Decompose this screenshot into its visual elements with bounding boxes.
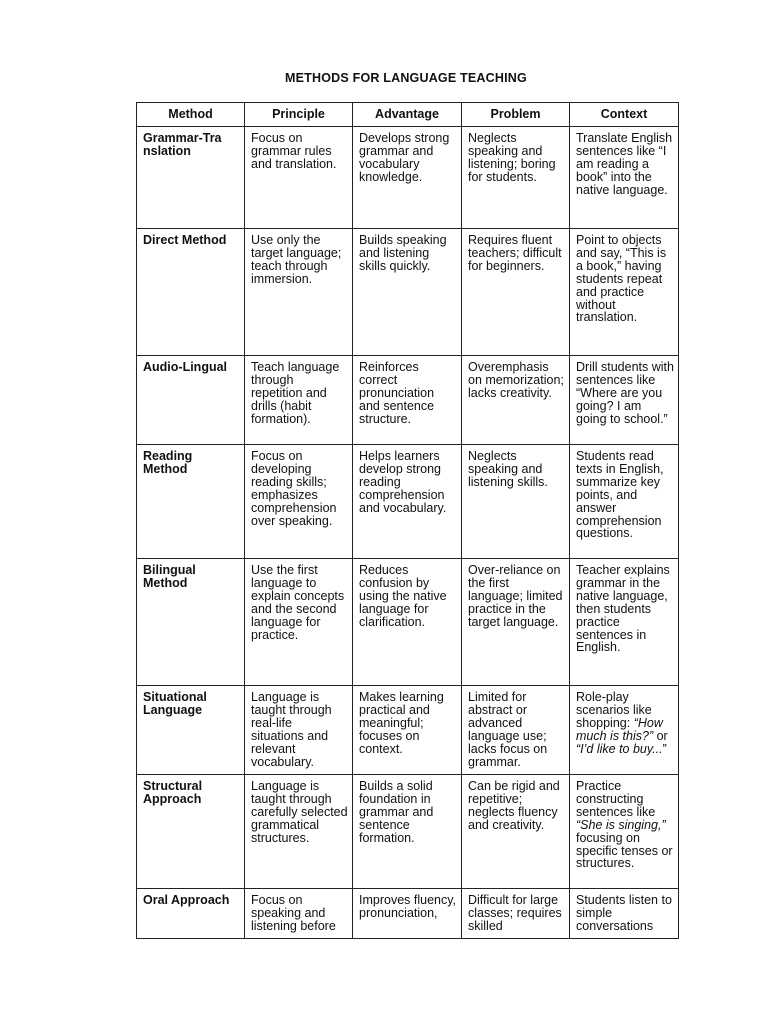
column-header-context: Context (570, 103, 679, 127)
principle-cell: Focus on grammar rules and translation. (245, 127, 353, 229)
advantage-cell: Builds speaking and listening skills quickly. (353, 229, 462, 356)
table-row (137, 229, 679, 356)
method-cell: Grammar-Tra nslation (137, 127, 245, 229)
context-example-text: “I’d like to buy... (576, 741, 663, 756)
method-cell: Situational Language (137, 686, 245, 775)
method-cell: Bilingual Method (137, 559, 245, 686)
method-cell: Structural Approach (137, 775, 245, 889)
column-header-method: Method (137, 103, 245, 127)
column-header-problem: Problem (462, 103, 570, 127)
context-cell: Drill students with sentences like “Where are you going? I am going to school.” (570, 356, 679, 445)
problem-cell: Difficult for large classes; requires skilled (462, 889, 570, 939)
table-header (137, 103, 679, 127)
advantage-cell: Helps learners develop strong reading comprehension and vocabulary. (353, 445, 462, 559)
advantage-cell: Reduces confusion by using the native language for clarification. (353, 559, 462, 686)
problem-cell: Can be rigid and repetitive; neglects fluency and creativity. (462, 775, 570, 889)
method-cell: Reading Method (137, 445, 245, 559)
problem-cell: Neglects speaking and listening; boring for students. (462, 127, 570, 229)
problem-cell: Neglects speaking and listening skills. (462, 445, 570, 559)
table-row (137, 356, 679, 445)
context-text: Practice constructing sentences like (576, 779, 656, 819)
principle-cell: Language is taught through real-life situations and relevant vocabulary. (245, 686, 353, 775)
method-cell: Direct Method (137, 229, 245, 356)
methods-table (136, 102, 679, 939)
advantage-cell: Improves fluency, pronunciation, (353, 889, 462, 939)
problem-cell: Over-reliance on the first language; limited practice in the target language. (462, 559, 570, 686)
table-row (137, 445, 679, 559)
context-cell: Translate English sentences like “I am reading a book” into the native language. (570, 127, 679, 229)
method-cell: Audio-Lingual (137, 356, 245, 445)
context-example-text: “How much is this?” (576, 715, 663, 743)
table-body (137, 127, 679, 939)
principle-cell: Language is taught through carefully selected grammatical structures. (245, 775, 353, 889)
principle-cell: Focus on developing reading skills; emphasizes comprehension over speaking. (245, 445, 353, 559)
column-header-principle: Principle (245, 103, 353, 127)
context-text: focusing on specific tenses or structures. (576, 830, 673, 871)
context-cell (570, 775, 679, 889)
principle-cell: Focus on speaking and listening before (245, 889, 353, 939)
table-row (137, 889, 679, 939)
context-text: ” (662, 741, 667, 756)
context-cell: Students read texts in English, summarize key points, and answer comprehension questions. (570, 445, 679, 559)
table-row (137, 559, 679, 686)
context-cell (570, 686, 679, 775)
advantage-cell: Reinforces correct pronunciation and sentence structure. (353, 356, 462, 445)
principle-cell: Teach language through repetition and drills (habit formation). (245, 356, 353, 445)
method-cell: Oral Approach (137, 889, 245, 939)
page-title: METHODS FOR LANGUAGE TEACHING (285, 71, 527, 85)
table-row (137, 686, 679, 775)
principle-cell: Use the first language to explain concepts and the second language for practice. (245, 559, 353, 686)
table-row (137, 775, 679, 889)
advantage-cell: Makes learning practical and meaningful; focuses on context. (353, 686, 462, 775)
advantage-cell: Develops strong grammar and vocabulary knowledge. (353, 127, 462, 229)
context-cell: Point to objects and say, “This is a book,” having students repeat and practice without translation. (570, 229, 679, 356)
table-row (137, 127, 679, 229)
context-text: or (653, 728, 668, 743)
problem-cell: Requires fluent teachers; difficult for beginners. (462, 229, 570, 356)
problem-cell: Limited for abstract or advanced language use; lacks focus on grammar. (462, 686, 570, 775)
principle-cell: Use only the target language; teach through immersion. (245, 229, 353, 356)
context-example-text: “She is singing,” (576, 817, 666, 832)
context-cell: Students listen to simple conversations (570, 889, 679, 939)
problem-cell: Overemphasis on memorization; lacks creativity. (462, 356, 570, 445)
context-text: Role-play scenarios like shopping: (576, 690, 652, 730)
context-cell: Teacher explains grammar in the native language, then students practice sentences in English. (570, 559, 679, 686)
column-header-advantage: Advantage (353, 103, 462, 127)
header-row (137, 103, 679, 127)
advantage-cell: Builds a solid foundation in grammar and sentence formation. (353, 775, 462, 889)
